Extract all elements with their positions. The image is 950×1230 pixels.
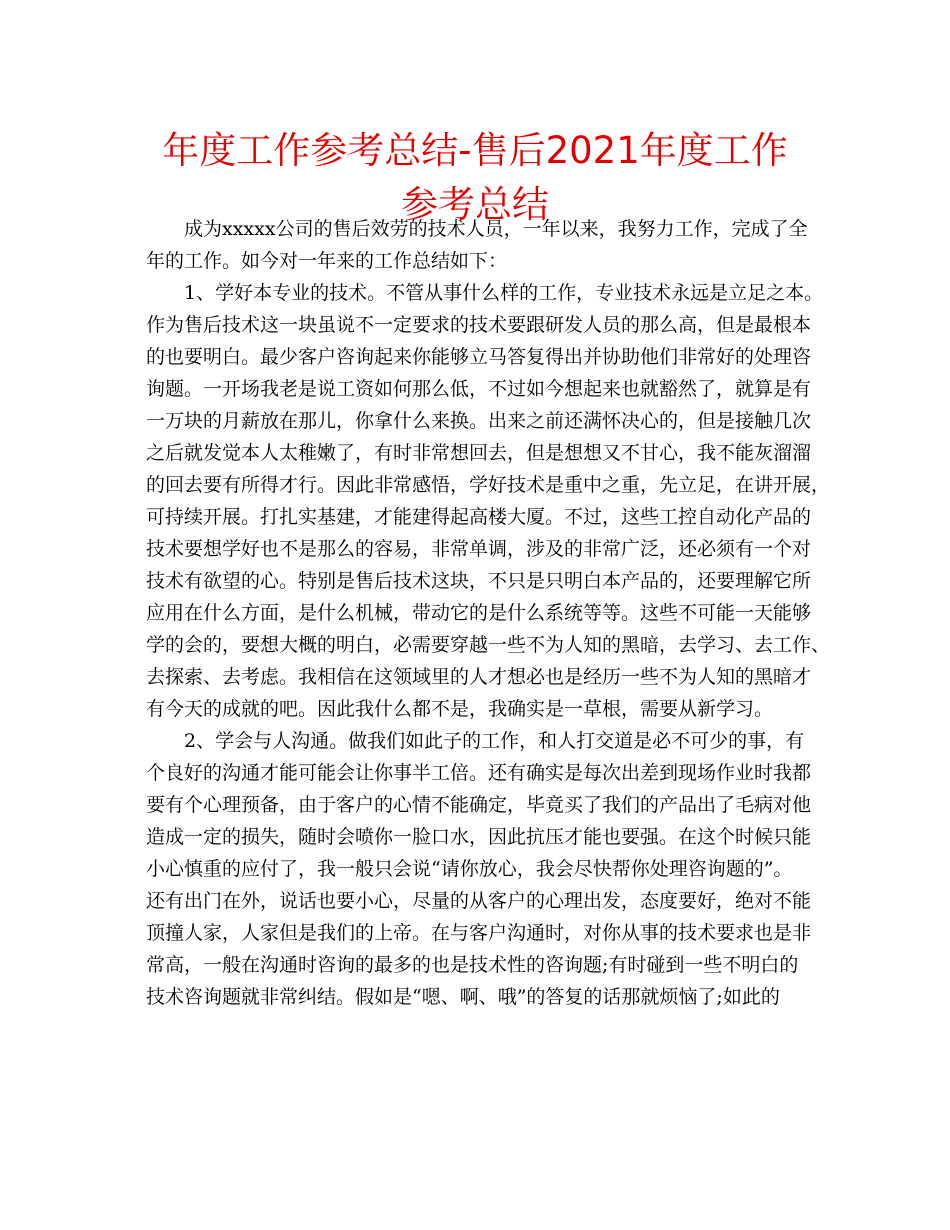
document-title: 年度工作参考总结-售后2021年度工作参考总结 (162, 129, 788, 226)
body-line: 应用在什么方面，是什么机械，带动它的是什么系统等等。这些不可能一天能够 (146, 602, 812, 624)
body-line: 常高，一般在沟通时咨询的最多的也是技术性的咨询题;有时碰到一些不明白的 (146, 954, 799, 976)
body-line: 技术有欲望的心。特别是售后技术这块，不只是只明白本产品的，还要理解它所 (146, 570, 812, 592)
body-line: 有今天的成就的吧。因此我什么都不是，我确实是一草根，需要从新学习。 (146, 698, 774, 720)
body-line: 询题。一开场我老是说工资如何那么低，不过如今想起来也就豁然了，就算是有 (146, 378, 812, 400)
body-line: 的回去要有所得才行。因此非常感悟，学好技术是重中之重，先立足，在讲开展， (146, 474, 831, 496)
body-line: 作为售后技术这一块虽说不一定要求的技术要跟研发人员的那么高，但是最根本 (146, 314, 812, 336)
body-line: 学的会的，要想大概的明白，必需要穿越一些不为人知的黑暗，去学习、去工作、 (146, 634, 831, 656)
body-line: 一万块的月薪放在那儿，你拿什么来换。出来之前还满怀决心的，但是接触几次 (146, 410, 812, 432)
body-line: 之后就发觉本人太稚嫩了，有时非常想回去，但是想想又不甘心，我不能灰溜溜 (146, 442, 812, 464)
body-line: 2、学会与人沟通。做我们如此子的工作，和人打交道是必不可少的事，有 (184, 730, 805, 752)
body-line: 技术要想学好也不是那么的容易，非常单调，涉及的非常广泛，还必须有一个对 (146, 538, 812, 560)
body-line: 要有个心理预备，由于客户的心情不能确定，毕竟买了我们的产品出了毛病对他 (146, 794, 812, 816)
document-body (146, 213, 831, 1013)
body-line: 成为xxxxx公司的售后效劳的技术人员，一年以来，我努力工作，完成了全 (184, 218, 808, 240)
body-line: 造成一定的损失，随时会喷你一脸口水，因此抗压才能也要强。在这个时候只能 (146, 826, 812, 848)
body-line: 去探索、去考虑。我相信在这领域里的人才想必也是经历一些不为人知的黑暗才 (146, 666, 812, 688)
body-line: 技术咨询题就非常纠结。假如是“嗯、啊、哦”的答复的话那就烦恼了;如此的 (146, 986, 780, 1008)
body-line: 顶撞人家，人家但是我们的上帝。在与客户沟通时，对你从事的技术要求也是非 (146, 922, 812, 944)
body-line: 还有出门在外，说话也要小心，尽量的从客户的心理出发，态度要好，绝对不能 (146, 890, 812, 912)
body-line: 年的工作。如今对一年来的工作总结如下： (146, 250, 508, 272)
body-line: 可持续开展。打扎实基建，才能建得起高楼大厦。不过，这些工控自动化产品的 (146, 506, 812, 528)
body-line: 小心慎重的应付了，我一般只会说“请你放心，我会尽快帮你处理咨询题的”。 (146, 858, 793, 880)
body-line: 1、学好本专业的技术。不管从事什么样的工作，专业技术永远是立足之本。 (184, 282, 824, 304)
body-line: 个良好的沟通才能可能会让你事半工倍。还有确实是每次出差到现场作业时我都 (146, 762, 812, 784)
body-line: 的也要明白。最少客户咨询起来你能够立马答复得出并协助他们非常好的处理咨 (146, 346, 812, 368)
